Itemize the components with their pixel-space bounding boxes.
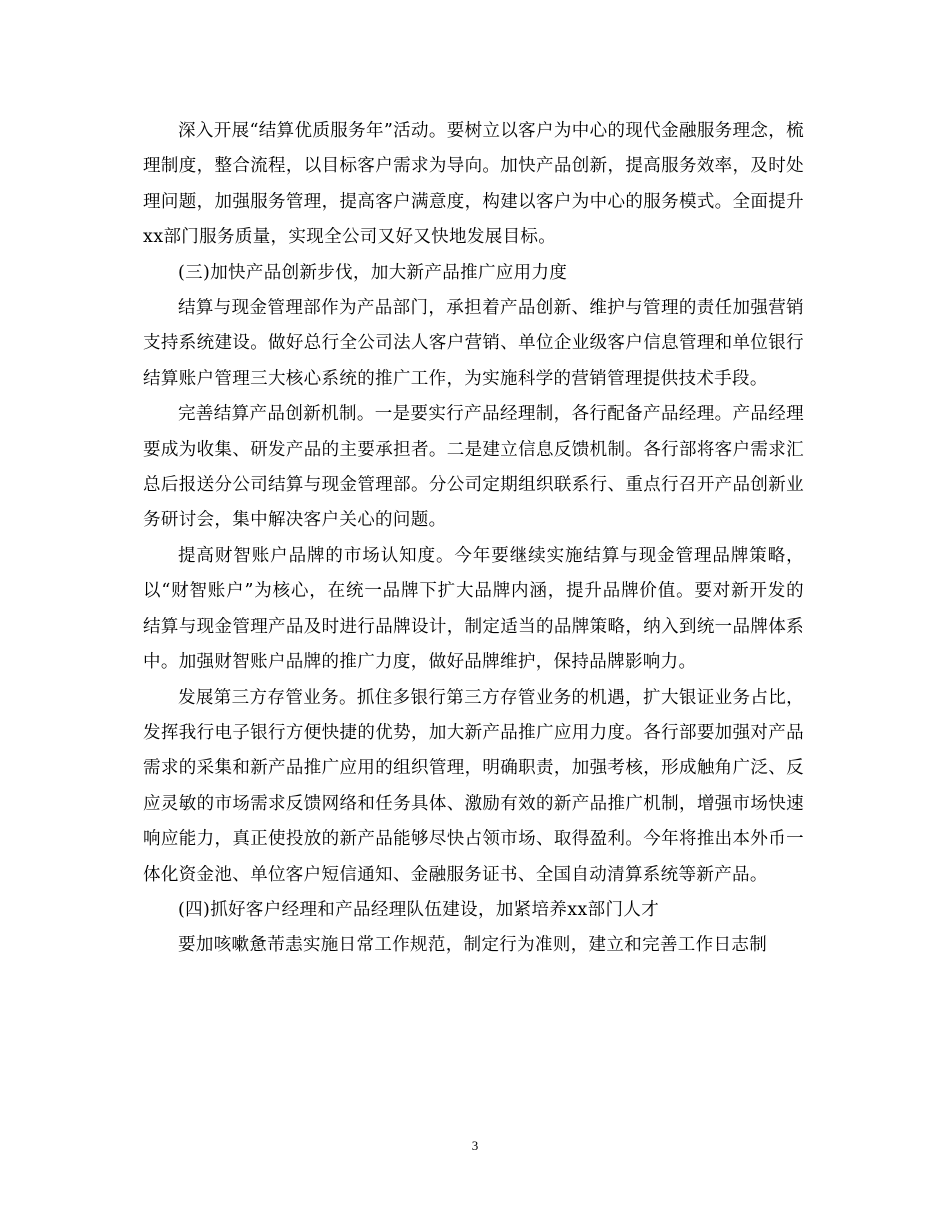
document-body bbox=[143, 114, 804, 964]
section-heading-4: (四)抓好客户经理和产品经理队伍建设，加紧培养xx部门人才 bbox=[178, 899, 660, 920]
paragraph-brand-awareness: 提高财智账户品牌的市场认知度。今年要继续实施结算与现金管理品牌策略，以“财智账户”为核心，在统一品牌下扩大品牌内涵，提升品牌价值。要对新开发的结算与现金管理产品及时进行品牌设计，制定适当的品牌策略，纳入到统一品牌体系中。加强财智账户品牌的推广力度，做好品牌维护，保持品牌影响力。 bbox=[143, 545, 804, 673]
paragraph-product-department: 结算与现金管理部作为产品部门，承担着产品创新、维护与管理的责任加强营销支持系统建设。做好总行全公司法人客户营销、单位企业级客户信息管理和单位银行结算账户管理三大核心系统的推广工作，为实施科学的营销管理提供技术手段。 bbox=[143, 298, 804, 389]
paragraph-service-year: 深入开展“结算优质服务年”活动。要树立以客户为中心的现代金融服务理念，梳理制度，整合流程，以目标客户需求为导向。加快产品创新，提高服务效率，及时处理问题，加强服务管理，提高客户满意度，构建以客户为中心的服务模式。全面提升xx部门服务质量，实现全公司又好又快地发展目标。 bbox=[143, 121, 804, 248]
paragraph-team-building: 要加咳嗽惫芾恚实施日常工作规范，制定行为准则，建立和完善工作日志制 bbox=[178, 935, 768, 956]
paragraph-third-party-custody: 发展第三方存管业务。抓住多银行第三方存管业务的机遇，扩大银证业务占比，发挥我行电子银行方便快捷的优势，加大新产品推广应用力度。各行部要加强对产品需求的采集和新产品推广应用的组织管理，明确职责，加强考核，形成触角广泛、反应灵敏的市场需求反馈网络和任务具体、激励有效的新产品推广机制，增强市场快速响应能力，真正使投放的新产品能够尽快占领市场、取得盈利。今年将推出本外币一体化资金池、单位客户短信通知、金融服务证书、全国自动清算系统等新产品。 bbox=[143, 687, 804, 885]
page-number: 3 bbox=[471, 1138, 479, 1153]
paragraph-innovation-mechanism: 完善结算产品创新机制。一是要实行产品经理制，各行配备产品经理。产品经理要成为收集、研发产品的主要承担者。二是建立信息反馈机制。各行部将客户需求汇总后报送分公司结算与现金管理部。分公司定期组织联系行、重点行召开产品创新业务研讨会，集中解决客户关心的问题。 bbox=[143, 404, 804, 531]
section-heading-3: (三)加快产品创新步伐，加大新产品推广应用力度 bbox=[178, 262, 568, 283]
